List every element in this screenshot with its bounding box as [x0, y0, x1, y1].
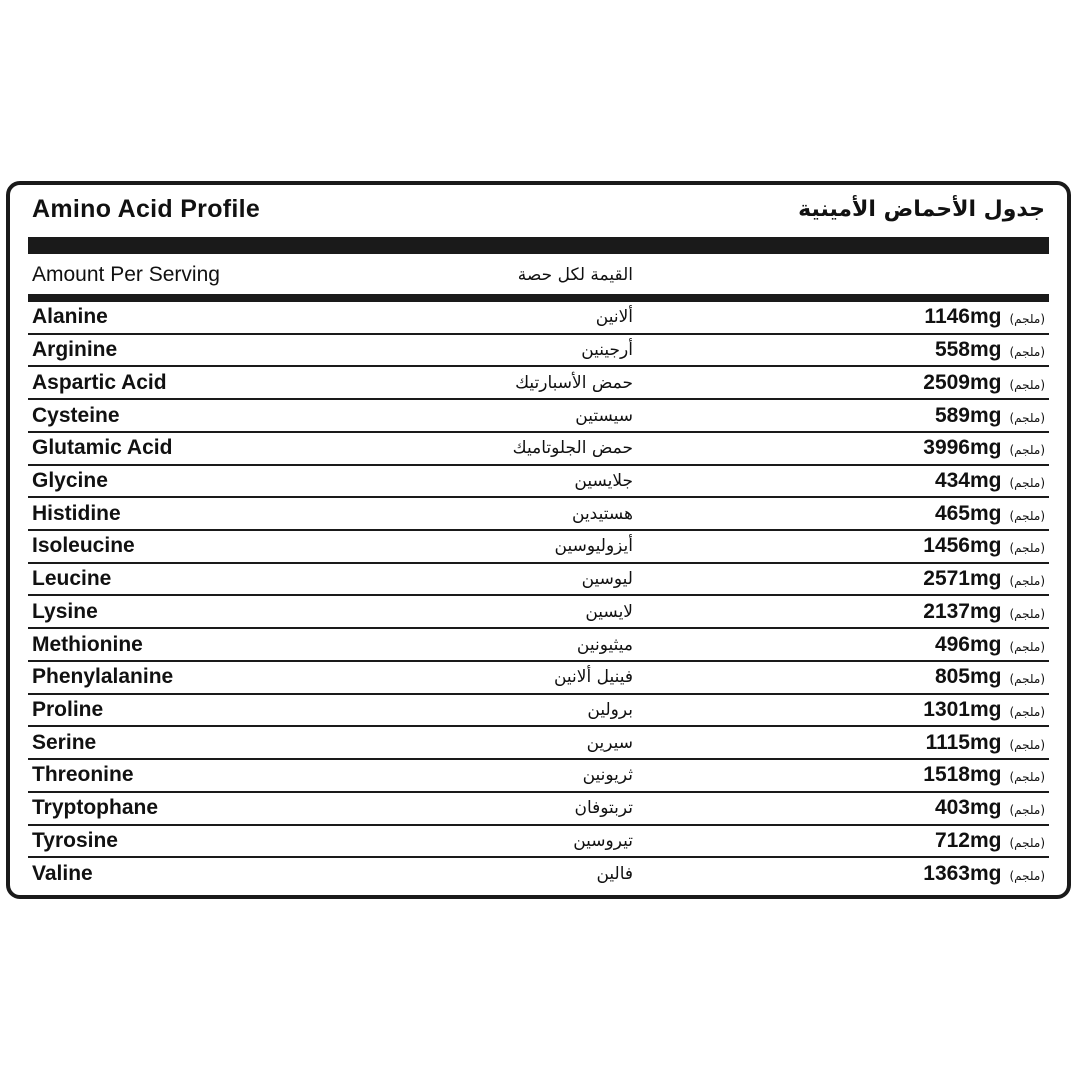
- amount-cell: [935, 502, 1045, 526]
- amino-acid-name-english: Cysteine: [32, 403, 120, 427]
- table-row: [28, 695, 1049, 728]
- amino-acid-name-arabic: هستيدين: [572, 503, 633, 524]
- table-row: [28, 367, 1049, 400]
- amount-cell: [923, 534, 1045, 558]
- amino-acid-name-english: Arginine: [32, 338, 118, 362]
- amino-acid-name-english: Threonine: [32, 763, 134, 787]
- unit-label-arabic: (ملجم): [1009, 443, 1045, 458]
- amino-acid-name-english: Tyrosine: [32, 828, 118, 852]
- serving-label-arabic: القيمة لكل حصة: [517, 265, 633, 285]
- amino-acid-name-english: Lysine: [32, 599, 98, 623]
- unit-label-arabic: (ملجم): [1009, 377, 1045, 392]
- amino-acid-name-english: Tryptophane: [32, 796, 159, 820]
- title-row: [28, 195, 1049, 235]
- table-row: [28, 596, 1049, 629]
- medium-divider: [28, 294, 1049, 302]
- amount-cell: [923, 698, 1045, 722]
- unit-label-arabic: (ملجم): [1009, 737, 1045, 752]
- amino-acid-name-arabic: فالين: [596, 863, 633, 884]
- amount-cell: [935, 404, 1045, 428]
- amount-value: 805mg: [934, 665, 1002, 689]
- table-row: [28, 662, 1049, 695]
- unit-label-arabic: (ملجم): [1009, 410, 1045, 425]
- unit-label-arabic: (ملجم): [1009, 541, 1045, 556]
- amino-acid-panel: [6, 181, 1071, 899]
- table-row: [28, 400, 1049, 433]
- amount-value: 589mg: [934, 403, 1002, 427]
- amino-acid-name-arabic: جلايسين: [574, 470, 633, 491]
- serving-label-english: Amount Per Serving: [32, 263, 220, 286]
- table-row: [28, 858, 1049, 889]
- amount-value: 434mg: [934, 468, 1002, 492]
- amino-acid-name-english: Leucine: [32, 567, 112, 591]
- table-row: [28, 564, 1049, 597]
- amino-acid-name-english: Aspartic Acid: [32, 370, 167, 394]
- amount-cell: [924, 305, 1045, 329]
- amino-acid-name-arabic: برولين: [587, 699, 633, 720]
- amount-value: 403mg: [934, 796, 1002, 820]
- table-row: [28, 433, 1049, 466]
- unit-label-arabic: (ملجم): [1009, 835, 1045, 850]
- amino-acid-name-english: Glutamic Acid: [32, 436, 173, 460]
- amount-cell: [923, 862, 1045, 886]
- amino-acid-name-arabic: لايسين: [585, 601, 633, 622]
- table-row: [28, 760, 1049, 793]
- amino-acid-name-arabic: ليوسين: [581, 569, 633, 590]
- unit-label-arabic: (ملجم): [1009, 312, 1045, 327]
- unit-label-arabic: (ملجم): [1009, 606, 1045, 621]
- amount-value: 2509mg: [923, 370, 1002, 394]
- amino-acid-name-arabic: ألانين: [595, 307, 633, 328]
- amount-cell: [935, 829, 1045, 853]
- amino-acid-name-arabic: حمض الأسبارتيك: [515, 372, 633, 393]
- amino-acid-name-english: Alanine: [32, 305, 108, 329]
- amount-value: 2137mg: [923, 599, 1002, 623]
- unit-label-arabic: (ملجم): [1009, 868, 1045, 883]
- unit-label-arabic: (ملجم): [1009, 803, 1045, 818]
- amount-value: 1518mg: [923, 763, 1002, 787]
- amino-acid-name-english: Glycine: [32, 468, 108, 492]
- amount-cell: [923, 600, 1045, 624]
- table-row: [28, 466, 1049, 499]
- amino-acid-name-english: Serine: [32, 730, 97, 754]
- amount-cell: [923, 371, 1045, 395]
- amount-cell: [926, 731, 1045, 755]
- amino-acid-name-arabic: أرجينين: [581, 340, 633, 361]
- amount-cell: [923, 763, 1045, 787]
- amount-value: 496mg: [934, 632, 1002, 656]
- title-english: Amino Acid Profile: [32, 195, 261, 223]
- amount-cell: [923, 567, 1045, 591]
- amino-acid-name-arabic: سيرين: [586, 732, 633, 753]
- table-row: [28, 629, 1049, 662]
- table-row: [28, 727, 1049, 760]
- unit-label-arabic: (ملجم): [1009, 508, 1045, 523]
- table-row: [28, 335, 1049, 368]
- amino-acid-name-arabic: تيروسين: [573, 830, 633, 851]
- amino-acid-name-arabic: ميثيونين: [576, 634, 633, 655]
- amino-acid-name-arabic: حمض الجلوتاميك: [512, 438, 633, 459]
- table-row: [28, 531, 1049, 564]
- amount-cell: [935, 796, 1045, 820]
- amino-acid-name-arabic: أيزوليوسين: [554, 536, 633, 557]
- unit-label-arabic: (ملجم): [1009, 704, 1045, 719]
- amino-acid-name-arabic: تربتوفان: [574, 798, 633, 819]
- unit-label-arabic: (ملجم): [1009, 574, 1045, 589]
- amount-cell: [935, 338, 1045, 362]
- amino-acid-name-english: Histidine: [32, 501, 121, 525]
- amino-acid-name-arabic: سيستين: [575, 405, 633, 426]
- thick-divider: [28, 237, 1049, 254]
- table-row: [28, 793, 1049, 826]
- amino-acid-name-english: Methionine: [32, 632, 143, 656]
- amount-value: 1115mg: [925, 730, 1002, 754]
- amount-value: 712mg: [934, 828, 1002, 852]
- serving-row: [28, 259, 1049, 293]
- amount-value: 1301mg: [923, 697, 1002, 721]
- title-arabic: جدول الأحماض الأمينية: [798, 197, 1045, 222]
- amino-acid-name-english: Proline: [32, 697, 104, 721]
- amount-value: 3996mg: [923, 436, 1002, 460]
- amino-acid-name-english: Isoleucine: [32, 534, 135, 558]
- amount-value: 1146mg: [924, 305, 1002, 329]
- amount-value: 2571mg: [923, 567, 1002, 591]
- amount-cell: [935, 469, 1045, 493]
- amount-cell: [935, 665, 1045, 689]
- amount-value: 1456mg: [923, 534, 1002, 558]
- panel-inner: [28, 185, 1049, 895]
- amino-acid-list: [28, 302, 1049, 889]
- amount-value: 558mg: [934, 338, 1002, 362]
- amino-acid-name-arabic: فينيل ألانين: [553, 667, 633, 688]
- amount-cell: [923, 436, 1045, 460]
- table-row: [28, 826, 1049, 859]
- amount-value: 1363mg: [923, 861, 1002, 885]
- amount-cell: [935, 633, 1045, 657]
- amino-acid-name-english: Valine: [32, 861, 93, 885]
- amino-acid-name-arabic: ثريونين: [582, 765, 633, 786]
- unit-label-arabic: (ملجم): [1009, 770, 1045, 785]
- table-row: [28, 302, 1049, 335]
- amount-value: 465mg: [934, 501, 1002, 525]
- amino-acid-name-english: Phenylalanine: [32, 665, 174, 689]
- unit-label-arabic: (ملجم): [1009, 475, 1045, 490]
- unit-label-arabic: (ملجم): [1009, 639, 1045, 654]
- unit-label-arabic: (ملجم): [1009, 345, 1045, 360]
- unit-label-arabic: (ملجم): [1009, 672, 1045, 687]
- table-row: [28, 498, 1049, 531]
